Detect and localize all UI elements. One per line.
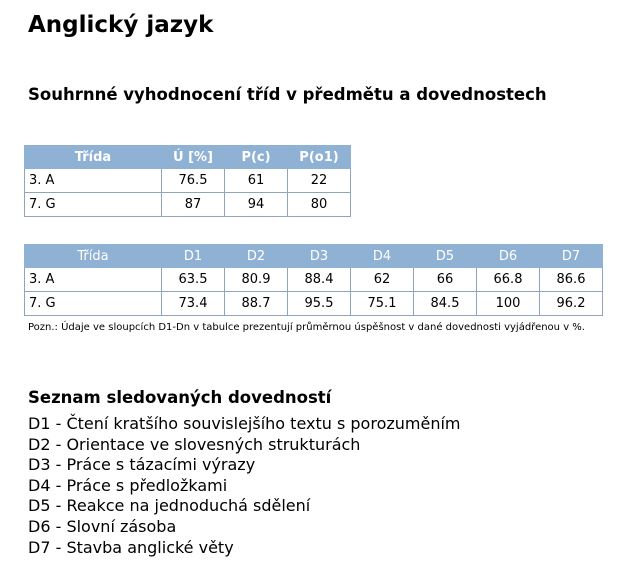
cell-value: 63.5 — [162, 268, 225, 292]
list-item: D5 - Reakce na jednoduchá sdělení — [28, 496, 311, 516]
list-item: D1 - Čtení kratšího souvislejšího textu s porozuměním — [28, 414, 461, 433]
cell-value: 84.5 — [414, 292, 477, 316]
table-row — [25, 193, 351, 217]
list-item: D2 - Orientace ve slovesných strukturách — [28, 434, 361, 454]
cell-value: 62 — [351, 268, 414, 292]
cell-value: 66 — [414, 268, 477, 292]
header-class: Třída — [25, 146, 162, 169]
cell-value: 94 — [225, 193, 288, 217]
cell-value: 96.2 — [540, 292, 603, 316]
header-d1: D1 — [162, 245, 225, 268]
header-d3: D3 — [288, 245, 351, 268]
header-success: Ú [%] — [162, 146, 225, 169]
header-d2: D2 — [225, 245, 288, 268]
header-pc: P(c) — [225, 146, 288, 169]
header-d7: D7 — [540, 245, 603, 268]
cell-class: 3. A — [25, 268, 162, 292]
skills-table — [24, 244, 603, 316]
cell-class: 7. G — [25, 292, 162, 316]
table-note: Pozn.: Údaje ve sloupcích D1-Dn v tabulce prezentují průměrnou úspěšnost v dané dovednosti vyjádřenou v %. — [28, 322, 585, 333]
cell-value: 80 — [288, 193, 351, 217]
table-row — [25, 292, 603, 316]
cell-value: 80.9 — [225, 268, 288, 292]
cell-class: 3. A — [25, 169, 162, 193]
skills-table-header — [25, 245, 603, 268]
cell-class: 7. G — [25, 193, 162, 217]
header-class: Třída — [25, 245, 162, 268]
section-subtitle: Souhrnné vyhodnocení tříd v předmětu a dovednostech — [28, 85, 547, 104]
table-row — [25, 268, 603, 292]
summary-table — [24, 145, 351, 217]
skills-list — [28, 414, 461, 558]
header-d5: D5 — [414, 245, 477, 268]
cell-value: 73.4 — [162, 292, 225, 316]
list-item: D6 - Slovní zásoba — [28, 516, 177, 536]
cell-value: 88.7 — [225, 292, 288, 316]
list-item: D4 - Práce s předložkami — [28, 475, 228, 495]
header-d4: D4 — [351, 245, 414, 268]
cell-value: 66.8 — [477, 268, 540, 292]
cell-value: 100 — [477, 292, 540, 316]
cell-value: 87 — [162, 193, 225, 217]
header-po1: P(o1) — [288, 146, 351, 169]
cell-value: 86.6 — [540, 268, 603, 292]
cell-value: 75.1 — [351, 292, 414, 316]
cell-value: 88.4 — [288, 268, 351, 292]
cell-value: 76.5 — [162, 169, 225, 193]
list-item: D3 - Práce s tázacími výrazy — [28, 455, 256, 475]
cell-value: 95.5 — [288, 292, 351, 316]
cell-value: 61 — [225, 169, 288, 193]
table-row — [25, 169, 351, 193]
list-item: D7 - Stavba anglické věty — [28, 537, 234, 557]
cell-value: 22 — [288, 169, 351, 193]
skills-heading: Seznam sledovaných dovedností — [28, 388, 332, 407]
header-d6: D6 — [477, 245, 540, 268]
summary-table-header — [25, 146, 351, 169]
page-title: Anglický jazyk — [28, 12, 214, 38]
